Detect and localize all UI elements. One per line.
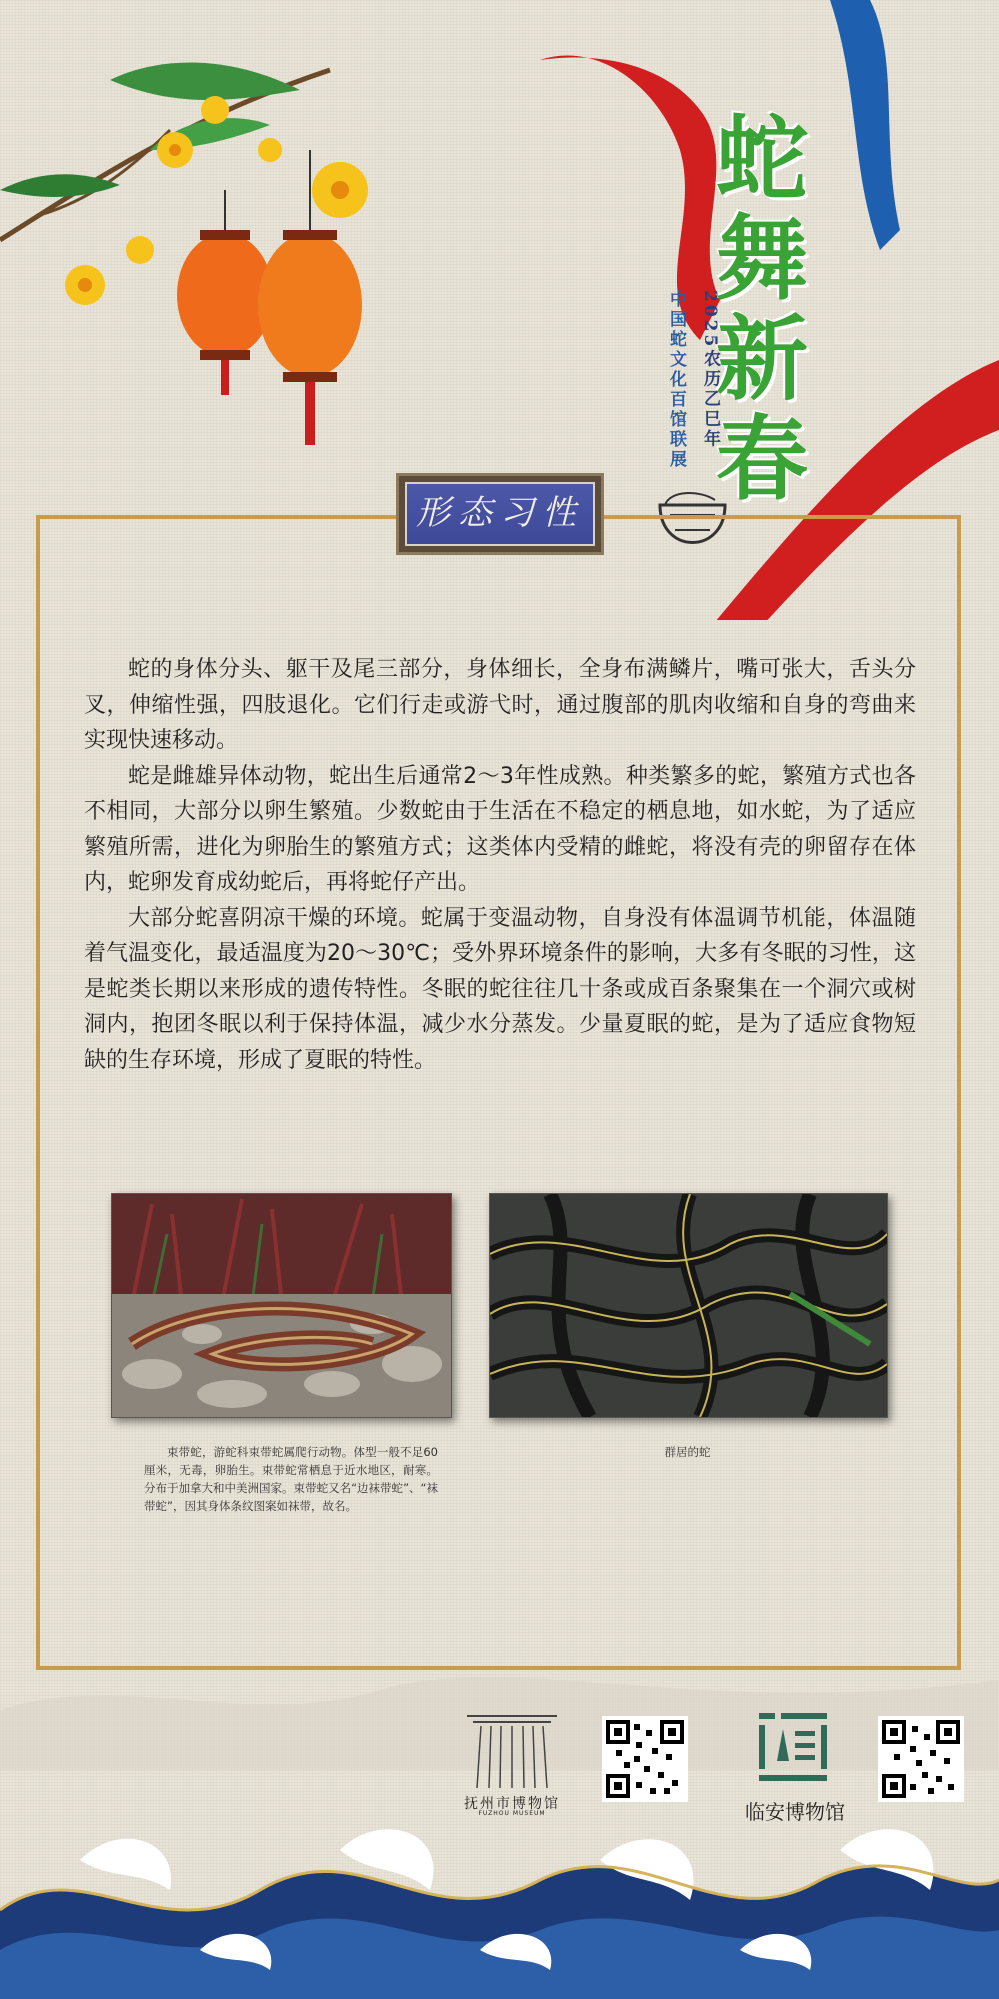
paragraph: 蛇的身体分头、躯干及尾三部分，身体细长，全身布满鳞片，嘴可张大，舌头分叉，伸缩性强，四肢退化。它们行走或游弋时，通过腹部的肌肉收缩和自身的弯曲来实现快速移动。: [84, 657, 916, 753]
exhibition-title: [716, 105, 809, 513]
snake-group-photo: [489, 1193, 888, 1418]
linan-museum-label: 临安博物馆: [745, 1800, 845, 1824]
section-tag: [396, 473, 604, 555]
fuzhou-museum-label: 抚州市博物馆: [464, 1796, 560, 1812]
title-char: 春: [716, 405, 809, 513]
photo-caption: 群居的蛇: [664, 1445, 711, 1459]
qr-code[interactable]: [602, 1716, 688, 1802]
subtitle-year: 2025农历乙巳年: [700, 290, 720, 450]
subtitle-exhibit: 中国蛇文化百馆联展: [666, 290, 686, 470]
paragraph: 蛇是雌雄异体动物，蛇出生后通常2～3年性成熟。种类繁多的蛇，繁殖方式也各不相同，大部分以卵生繁殖。少数蛇由于生活在不稳定的栖息地，如水蛇，为了适应繁殖所需，进化为卵胎生的繁殖方式；这类体内受精的雌蛇，将没有壳的卵留存在体内，蛇卵发育成幼蛇后，再将蛇仔产出。: [84, 763, 916, 895]
title-char: 舞: [716, 205, 809, 313]
section-title: 形态习性: [405, 482, 595, 546]
paragraph: 大部分蛇喜阴凉干燥的环境。蛇属于变温动物，自身没有体温调节机能，体温随着气温变化，最适温度为20～30℃；受外界环境条件的影响，大多有冬眠的习性，这是蛇类长期以来形成的遗传特性。冬眠的蛇往往几十条或成百条聚集在一个洞穴或树洞内，抱团冬眠以利于保持体温，减少水分蒸发。少量夏眠的蛇，是为了适应食物短缺的生存环境，形成了夏眠的特性。: [84, 905, 916, 1073]
photo-caption: 束带蛇，游蛇科束带蛇属爬行动物。体型一般不足60厘米，无毒，卵胎生。束带蛇常栖息于近水地区，耐寒。分布于加拿大和中美洲国家。束带蛇又名“边袜带蛇”、“袜带蛇”，因其身体条纹图案如袜带，故名。: [144, 1445, 438, 1513]
body-text: [84, 652, 916, 1078]
title-char: 新: [716, 305, 809, 413]
garter-snake-photo: [111, 1193, 452, 1418]
title-char: 蛇: [716, 105, 809, 213]
fuzhou-museum-en-label: FUZHOU MUSEUM: [478, 1810, 546, 1817]
qr-code[interactable]: [878, 1716, 964, 1802]
